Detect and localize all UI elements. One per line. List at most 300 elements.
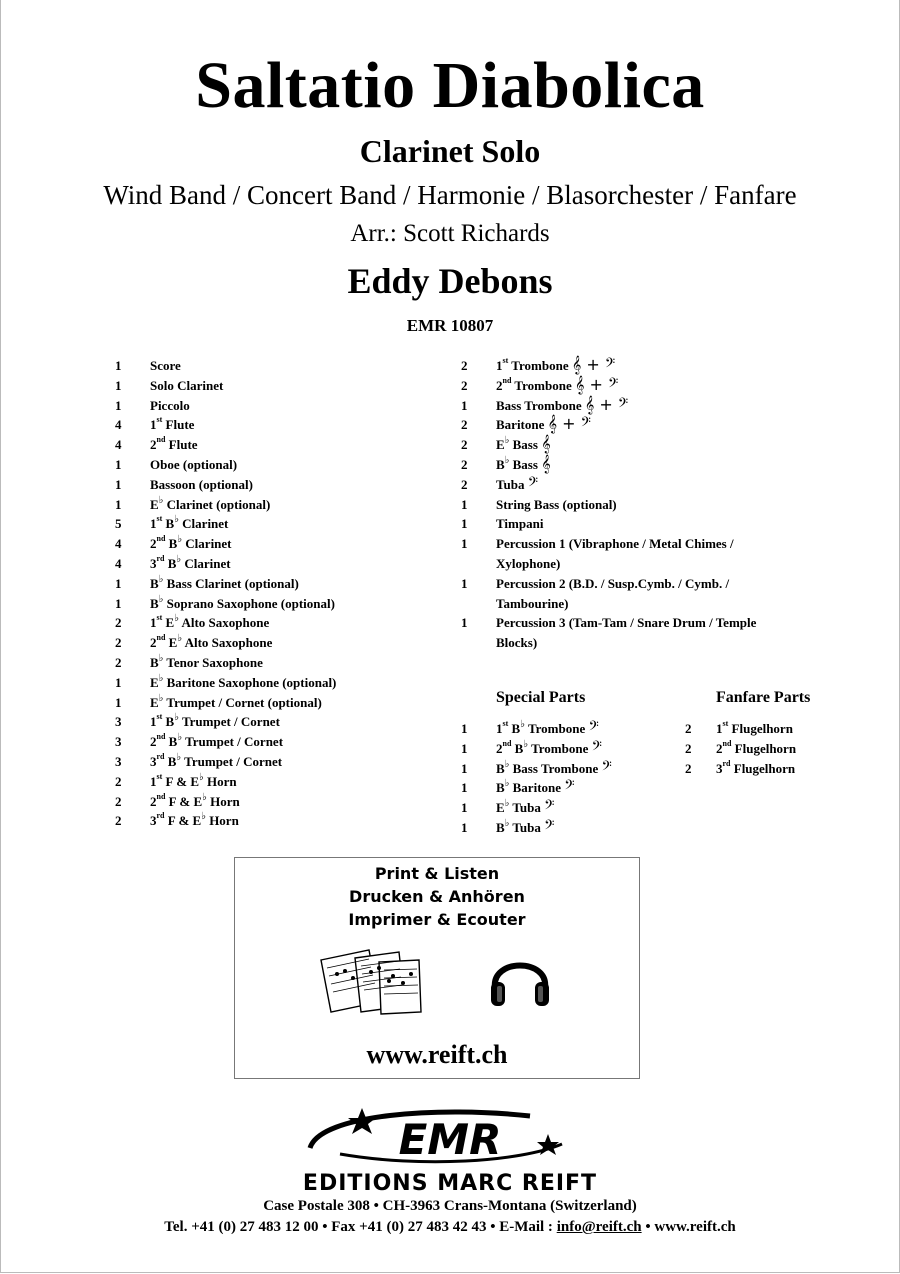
part-quantity: 2 [685,721,692,736]
part-name [150,712,280,732]
part-label: Flute [168,437,198,453]
list-item [461,534,801,574]
clef-icon: 𝄞 + 𝄢 [547,414,591,434]
list-item [115,554,455,574]
part-name [716,719,793,739]
part-quantity: 4 [115,437,122,453]
part-name [496,613,796,653]
logo-text: EMR [398,1115,502,1164]
part-quantity: 1 [115,358,122,373]
part-label: Trombone [511,358,569,373]
part-name [496,798,554,818]
part-quantity: 1 [461,721,468,736]
contact-phone-fax: Tel. +41 (0) 27 483 12 00 • Fax +41 (0) 27 483 42 43 • E-Mail : [164,1219,557,1235]
list-item [115,475,455,495]
part-name [150,534,232,554]
clef-icon: 𝄞 + 𝄢 [584,394,629,414]
part-ordinal-suffix: nd [502,375,512,385]
part-label: Bass [512,456,538,472]
sheet-music-icon [317,946,429,1018]
part-name [496,719,599,739]
part-label: Trombone [527,721,586,736]
flat-icon: ♭ [504,798,510,810]
part-key: E [150,496,159,512]
part-label: Baritone [512,780,562,796]
part-ordinal-suffix: st [156,415,163,425]
part-quantity: 2 [685,760,692,776]
part-quantity: 2 [115,615,122,631]
part-name [150,435,198,455]
fanfare-parts-list [685,719,835,778]
flat-icon: ♭ [174,514,179,526]
part-label: Percussion 3 (Tam-Tam / Snare Drum / Temple Blocks) [496,615,757,651]
part-label: Tenor Saxophone [166,654,263,670]
part-prefix: F & [168,793,191,809]
list-item [461,376,801,396]
part-label: Bass [512,437,538,453]
list-item [115,653,455,673]
part-ordinal-suffix: nd [156,534,166,544]
flat-icon: ♭ [177,534,183,546]
part-name [496,514,796,534]
clef-icon: 𝄢 [544,816,555,836]
part-label: Soprano Saxophone (optional) [166,595,335,611]
parts-list-left [115,356,455,831]
part-label: Alto Saxophone [181,615,270,631]
part-name [150,772,237,792]
part-key: B [150,654,159,670]
list-item [685,759,835,779]
list-item [115,613,455,633]
part-quantity: 4 [115,536,122,552]
list-item [461,495,801,515]
part-name [150,455,237,475]
list-item [115,376,455,396]
list-item [115,712,455,732]
part-ordinal: 1 [716,721,723,736]
part-ordinal: 1 [150,714,157,730]
part-name [496,415,796,435]
list-item [115,435,455,455]
flat-icon: ♭ [174,613,179,625]
part-key: B [150,595,159,611]
part-label: Baritone Saxophone (optional) [166,674,337,690]
part-ordinal: 2 [150,734,157,750]
part-quantity: 1 [461,615,468,631]
part-ordinal-suffix: nd [502,738,512,748]
part-label: Bass Trombone [512,760,599,776]
flat-icon: ♭ [504,758,510,770]
flat-icon: ♭ [504,435,510,447]
part-key: B [165,516,175,532]
part-ordinal-suffix: st [156,712,163,722]
part-quantity: 3 [115,753,122,769]
flat-icon: ♭ [158,494,164,506]
part-key: E [150,674,159,690]
page-subtitle: Clarinet Solo [359,133,541,169]
part-label: Horn [206,773,237,789]
part-quantity: 1 [461,800,468,816]
flat-icon: ♭ [504,817,510,829]
flat-icon: ♭ [199,771,204,783]
part-name [150,613,269,633]
part-name [150,514,228,534]
list-item [115,633,455,653]
part-key: B [496,760,505,776]
part-ordinal-suffix: st [156,514,163,524]
part-ordinal: 1 [150,516,157,532]
part-ordinal-suffix: nd [156,732,166,742]
catalog-number: EMR 10807 [406,316,494,335]
flat-icon: ♭ [176,553,182,565]
list-item [685,719,835,739]
special-parts-heading: Special Parts [496,689,586,706]
flat-icon: ♭ [174,712,179,724]
list-item [461,613,801,653]
part-quantity: 2 [115,813,122,829]
part-quantity: 1 [461,760,468,776]
part-quantity: 5 [115,516,122,532]
part-name [496,818,554,838]
part-quantity: 1 [461,536,468,552]
part-ordinal: 3 [150,813,157,829]
list-item [461,719,681,739]
part-quantity: 1 [461,397,468,413]
part-ordinal-suffix: nd [156,435,166,445]
fanfare-parts-heading: Fanfare Parts [716,689,811,706]
list-item [115,693,455,713]
part-quantity: 1 [461,516,468,532]
part-label: Alto Saxophone [184,635,273,651]
part-key: E [496,800,505,816]
promo-line-en: Print & Listen [374,864,500,883]
part-ordinal: 1 [496,721,503,736]
part-ordinal-suffix: st [502,356,509,365]
list-item [461,574,801,614]
part-name [716,739,796,759]
flat-icon: ♭ [158,652,164,664]
flat-icon: ♭ [520,719,525,730]
part-ordinal: 1 [150,773,157,789]
part-label: Oboe (optional) [150,456,238,472]
part-ordinal-suffix: rd [156,751,165,761]
part-label: Tuba [496,476,525,492]
list-item [115,673,455,693]
part-quantity: 1 [115,694,122,710]
part-name [496,396,796,416]
part-name [496,455,796,475]
part-quantity: 1 [461,780,468,796]
part-label: Percussion 1 (Vibraphone / Metal Chimes / Xylophone) [496,536,734,571]
part-ordinal: 2 [496,377,503,393]
part-label: Trumpet / Cornet (optional) [166,694,322,710]
part-quantity: 2 [461,437,468,453]
part-name [496,495,796,515]
contact-web: • www.reift.ch [641,1219,736,1235]
part-label: String Bass (optional) [496,496,617,512]
page-title: Saltatio Diabolica [195,49,705,122]
part-label: Bass Trombone [496,397,582,413]
part-key: B [511,721,521,736]
list-item [461,759,681,779]
list-item [115,792,455,812]
part-quantity: 4 [115,417,122,433]
list-item [461,396,801,416]
part-name [150,356,181,376]
part-ordinal: 1 [496,358,503,373]
part-name [496,778,575,798]
list-item [115,574,455,594]
part-key: E [168,635,178,651]
part-name [150,574,299,594]
part-name [496,475,796,495]
flat-icon: ♭ [504,454,510,466]
part-ordinal: 3 [150,753,157,769]
arranger-line: Arr.: Scott Richards [350,220,550,247]
part-quantity: 2 [461,456,468,472]
part-label: Bassoon (optional) [150,476,253,492]
part-quantity: 2 [461,358,468,373]
part-ordinal: 1 [150,615,157,631]
part-quantity: 1 [115,595,122,611]
part-ordinal: 3 [150,555,157,571]
email-link[interactable]: info@reift.ch [556,1219,642,1235]
list-item [115,811,455,831]
part-key: E [150,694,159,710]
composer-name: Eddy Debons [347,261,553,301]
publisher-contact [0,1219,900,1236]
part-key: B [496,780,505,796]
flat-icon: ♭ [523,738,529,750]
part-ordinal-suffix: rd [156,811,165,821]
clef-icon: 𝄢 [527,473,538,493]
part-quantity: 2 [461,476,468,492]
flat-icon: ♭ [202,791,207,803]
flat-icon: ♭ [177,633,183,645]
flat-icon: ♭ [158,573,164,585]
part-prefix: F & [165,773,188,789]
part-key: B [168,734,178,750]
part-ordinal: 3 [716,760,723,776]
part-quantity: 1 [461,819,468,835]
promo-line-de: Drucken & Anhören [349,887,525,906]
part-key: B [150,575,159,591]
part-quantity: 1 [115,377,122,393]
part-ordinal: 2 [496,740,503,756]
clef-icon: 𝄢 [544,797,555,817]
part-label: Horn [209,813,239,829]
print-listen-box[interactable] [234,857,640,1079]
part-quantity: 1 [461,575,468,591]
part-ordinal: 2 [716,740,723,756]
part-label: Score [150,358,181,373]
part-key: E [165,615,175,631]
list-item [461,415,801,435]
list-item [115,732,455,752]
part-name [496,759,612,779]
part-quantity: 1 [115,476,122,492]
part-ordinal: 2 [150,635,157,651]
part-ordinal-suffix: nd [156,633,166,643]
part-ordinal-suffix: rd [722,758,731,768]
parts-list-right [461,356,801,653]
publisher-address: Case Postale 308 • CH-3963 Crans-Montana (Switzerland) [263,1198,637,1214]
part-name [150,673,336,693]
part-ordinal-suffix: rd [156,553,165,563]
part-label: Piccolo [150,397,190,413]
flat-icon: ♭ [201,811,206,823]
part-ordinal: 2 [150,437,157,453]
part-label: Flugelhorn [734,740,797,756]
clef-icon: 𝄢 [591,737,602,757]
part-label: Trumpet / Cornet [185,734,284,750]
part-label: Trombone [531,740,589,756]
clef-icon: 𝄞 [541,453,551,473]
part-label: Percussion 2 (B.D. / Susp.Cymb. / Cymb. / Tambourine) [496,575,730,611]
list-item [461,778,681,798]
part-quantity: 2 [115,793,122,809]
part-name [150,415,194,435]
part-name [716,759,795,779]
ensemble-line: Wind Band / Concert Band / Harmonie / Blasorchester / Fanfare [103,180,797,210]
part-name [496,574,796,614]
part-label: Tuba [512,819,541,835]
part-label: Flugelhorn [731,721,793,736]
part-name [496,435,796,455]
part-ordinal-suffix: st [156,613,163,623]
flat-icon: ♭ [158,593,164,605]
list-item [461,514,801,534]
list-item [461,475,801,495]
list-item [115,356,455,376]
part-label: Baritone [496,417,545,433]
part-ordinal: 1 [150,417,157,433]
part-quantity: 1 [115,397,122,413]
flat-icon: ♭ [158,692,164,704]
part-quantity: 2 [685,740,692,756]
part-quantity: 4 [115,555,122,571]
part-name [150,633,272,653]
part-quantity: 3 [115,714,122,730]
list-item [461,435,801,455]
part-name [496,534,796,574]
part-name [150,475,253,495]
part-quantity: 1 [461,496,468,512]
clef-icon: 𝄞 + 𝄢 [571,355,616,374]
part-key: E [190,773,199,789]
part-label: Flute [165,417,195,433]
part-ordinal-suffix: nd [156,791,166,801]
part-label: Clarinet [182,516,229,532]
list-item [461,818,681,838]
part-quantity: 3 [115,734,122,750]
part-label: Clarinet [184,555,231,571]
list-item [115,396,455,416]
list-item [115,534,455,554]
list-item [115,455,455,475]
part-name [150,792,240,812]
list-item [115,514,455,534]
part-name [150,693,322,713]
part-name [150,653,263,673]
part-key: B [165,714,175,730]
clef-icon: 𝄢 [564,777,575,797]
part-quantity: 1 [461,740,468,756]
part-key: B [167,753,177,769]
emr-logo [300,1106,600,1168]
part-quantity: 2 [461,377,468,393]
part-name [150,732,283,752]
part-key: B [514,740,524,756]
list-item [461,455,801,475]
part-key: B [496,819,505,835]
part-key: E [192,813,202,829]
part-key: B [496,456,505,472]
promo-url-link[interactable]: www.reift.ch [366,1040,508,1069]
part-name [496,376,796,396]
part-quantity: 2 [115,635,122,651]
list-item [115,752,455,772]
publisher-name: EDITIONS MARC REIFT [302,1171,598,1196]
part-label: Horn [210,793,240,809]
part-ordinal-suffix: st [502,719,509,728]
part-key: B [168,536,178,552]
list-item [115,772,455,792]
flat-icon: ♭ [504,778,510,790]
part-quantity: 1 [115,496,122,512]
part-label: Bass Clarinet (optional) [166,575,299,591]
part-ordinal: 2 [150,793,157,809]
part-label: Timpani [496,516,544,532]
part-ordinal-suffix: st [156,771,163,781]
part-label: Flugelhorn [733,760,796,776]
clef-icon: 𝄞 + 𝄢 [574,374,619,394]
part-label: Trumpet / Cornet [181,714,280,730]
part-name [150,396,190,416]
list-item [685,739,835,759]
list-item [115,495,455,515]
clef-icon: 𝄢 [588,718,599,737]
part-name [150,811,239,831]
part-prefix: F & [167,813,190,829]
part-name [150,554,231,574]
clef-icon: 𝄢 [601,757,612,777]
part-quantity: 2 [115,773,122,789]
list-item [461,798,681,818]
part-label: Clarinet [185,536,232,552]
flat-icon: ♭ [177,732,183,744]
part-label: Trombone [514,377,572,393]
part-key: B [167,555,177,571]
part-name [150,376,223,396]
part-label: Tuba [512,800,541,816]
special-parts-list [461,719,681,838]
part-quantity: 1 [115,674,122,690]
headphones-icon [485,944,555,1014]
part-name [150,594,335,614]
part-key: E [193,793,203,809]
list-item [115,415,455,435]
part-name [496,356,796,376]
part-label: Solo Clarinet [150,377,224,393]
part-quantity: 2 [461,417,468,433]
part-name [496,739,602,759]
part-name [150,752,282,772]
part-ordinal: 2 [150,536,157,552]
list-item [461,739,681,759]
part-ordinal-suffix: nd [722,738,732,748]
clef-icon: 𝄞 [541,434,551,454]
